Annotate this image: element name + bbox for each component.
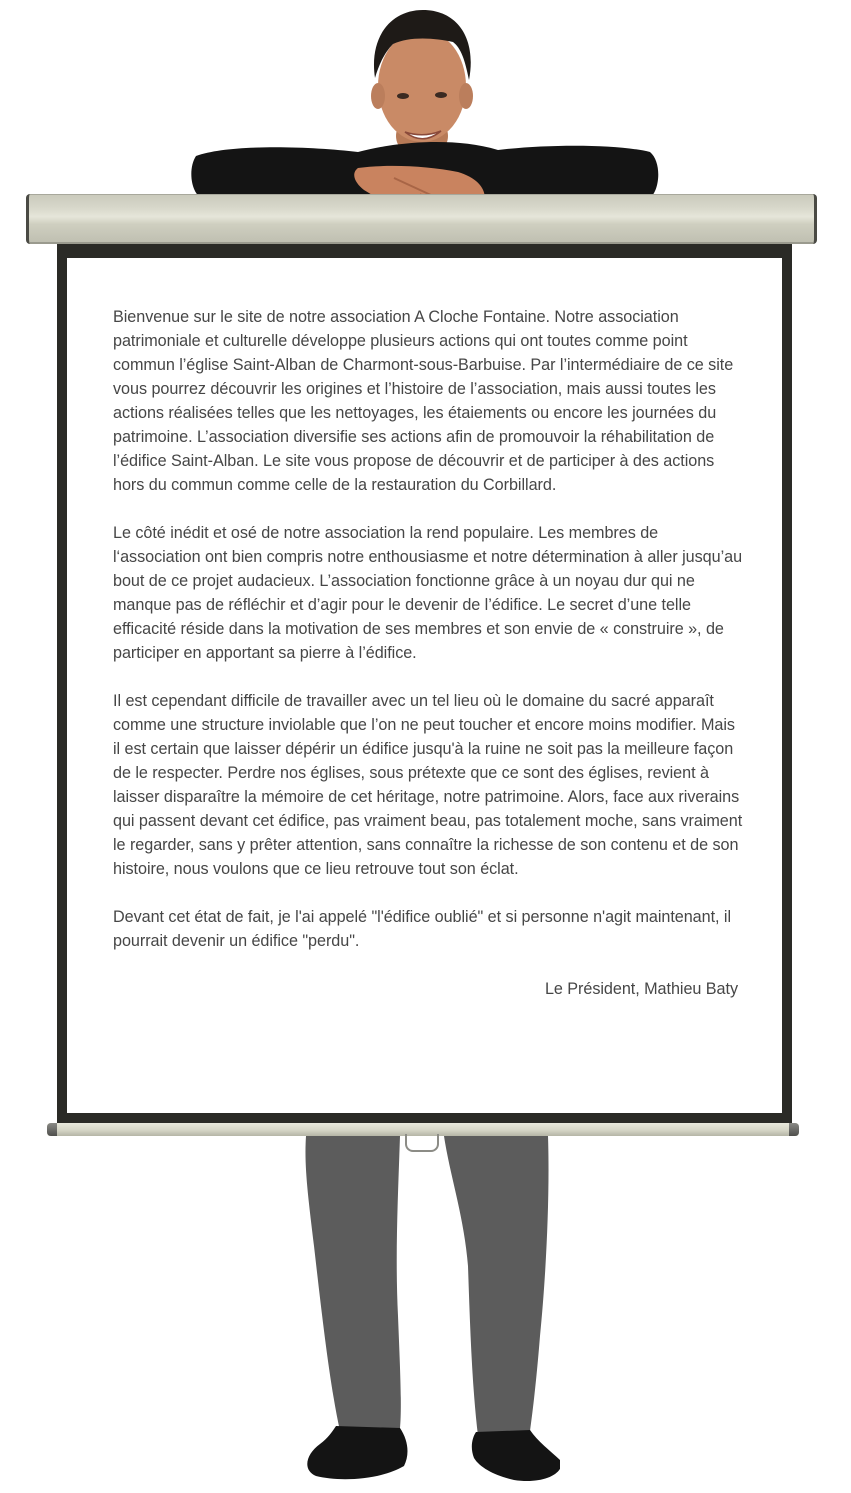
signature: Le Président, Mathieu Baty xyxy=(544,980,738,998)
pants-right-leg xyxy=(444,1136,549,1436)
bar-end-cap-right xyxy=(789,1123,799,1136)
ear-left xyxy=(371,83,385,109)
paragraph-conclusion: Devant cet état de fait, je l'ai appelé "l'édifice oublié" et si personne n'agit maintenant, il pourrait devenir un édifice "perdu". xyxy=(113,908,732,950)
pants-left-leg xyxy=(305,1136,400,1431)
person-legs-illustration xyxy=(300,1136,560,1486)
bar-end-cap-left xyxy=(47,1123,57,1136)
welcome-text xyxy=(113,305,743,1025)
person-head-illustration xyxy=(365,8,480,158)
paragraph-sacred: Il est cependant difficile de travailler avec un tel lieu où le domaine du sacré apparaît comme une structure inviolable que l’on ne peut toucher et encore moins modifier. Mais il est certain que laisser dépérir un édifice jusqu'à la ruine ne soit pas la meilleure façon de le respecter. Perdre nos églises, sous prétexte que ce sont des églises, revient à laisser disparaître la mémoire de cet héritage, notre patrimoine. Alors, face aux riverains qui passent devant cet édifice, pas vraiment beau, pas totalement moche, sans vraiment le regarder, sans y prêter attention, sans connaître la richesse de son contenu et de son histoire, nous voulons que ce lieu retrouve tout son éclat. xyxy=(113,692,743,878)
face xyxy=(378,30,466,142)
shoe-left xyxy=(307,1426,407,1479)
eye-left xyxy=(397,93,409,99)
paragraph-intro: Bienvenue sur le site de notre association A Cloche Fontaine. Notre association patrimoniale et culturelle développe plusieurs actions qui ont toutes comme point commun l’église Saint-Alban de Charmont-sous-Barbuise. Par l’intermédiaire de ce site vous pourrez découvrir les origines et l’histoire de l’association, mais aussi toutes les actions réalisées telles que les nettoyages, les étaiements ou encore les journées du patrimoine. L’association diversifie ses actions afin de promouvoir la réhabilitation de l’édifice Saint-Alban. Le site vous propose de découvrir et de participer à des actions hors du commun comme celle de la restauration du Corbillard. xyxy=(113,308,734,494)
eye-right xyxy=(435,92,447,98)
shoe-right xyxy=(472,1430,560,1481)
paragraph-popularity: Le côté inédit et osé de notre association la rend populaire. Les membres de l‘association ont bien compris notre enthousiasme et notre détermination à aller jusqu’au bout de ce projet audacieux. L’association fonctionne grâce à un noyau dur qui ne manque pas de réfléchir et d’agir pour le devenir de l’édifice. Le secret d’une telle efficacité réside dans la motivation de ses membres et son envie de « construire », de participer en apportant sa pierre à l’édifice. xyxy=(113,524,743,662)
screen-top-roller xyxy=(26,194,817,244)
ear-right xyxy=(459,83,473,109)
